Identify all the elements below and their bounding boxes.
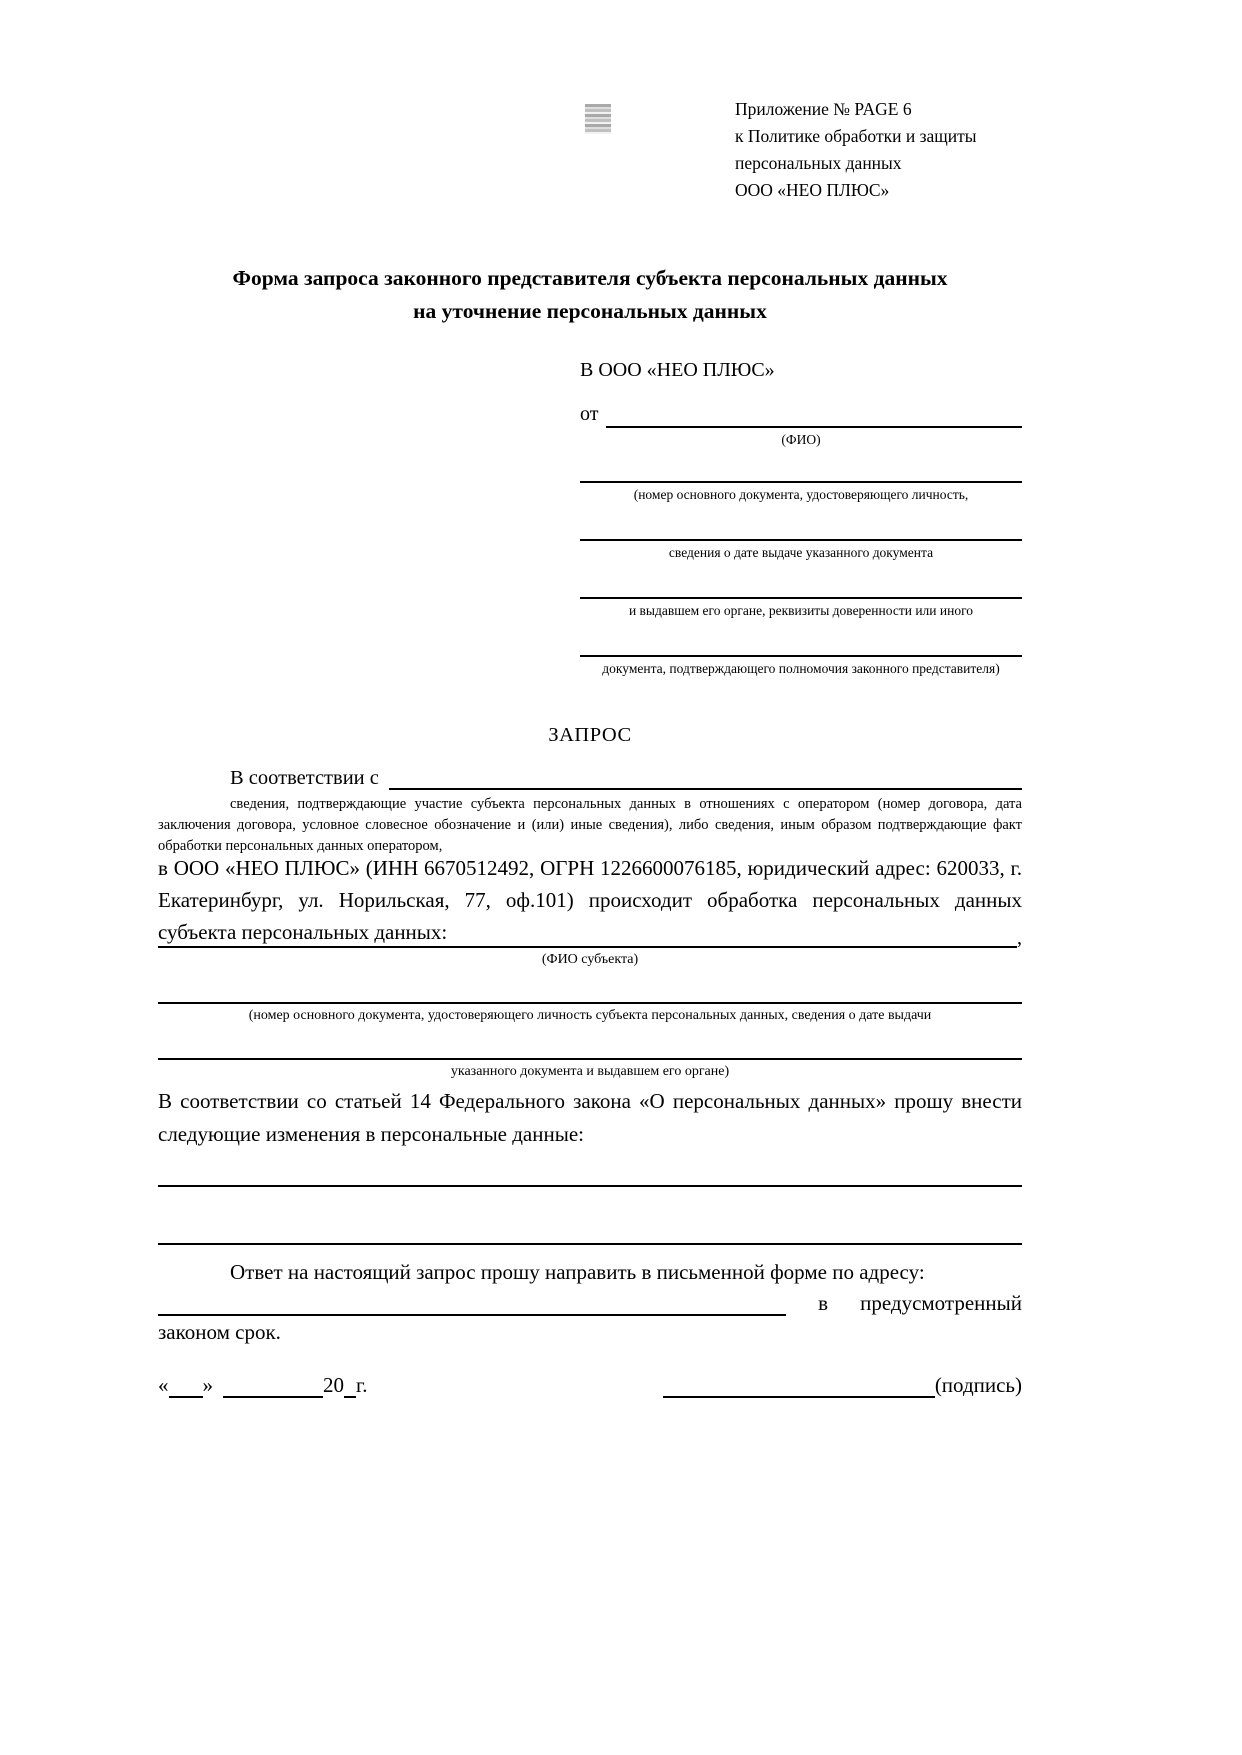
address-blank-line — [158, 1290, 786, 1316]
pixelated-lines-icon — [585, 104, 611, 134]
answer-right-word: предусмотренный — [860, 1291, 1022, 1315]
blank-field-line — [580, 539, 1022, 541]
from-blank-line — [606, 400, 1022, 428]
appendix-company-line: ООО «НЕО ПЛЮС» — [735, 180, 890, 200]
signature-field-group — [663, 1373, 1022, 1398]
date-quote-open: « — [158, 1373, 169, 1397]
subject-fio-blank-line — [158, 918, 1017, 948]
signature-row — [158, 1366, 1022, 1398]
field-caption-1: (номер основного документа, удостоверяющего личность, — [633, 487, 969, 502]
request-heading: ЗАПРОС — [548, 724, 632, 746]
intro-blank-line — [389, 762, 1022, 790]
fio-caption: (ФИО) — [781, 432, 821, 447]
subject-doc-caption-2: указанного документа и выдавшем его органе) — [450, 1064, 730, 1079]
page-title-line1: Форма запроса законного представителя субъекта персональных данных — [232, 266, 948, 290]
date-month-blank — [223, 1374, 323, 1398]
subject-line-suffix: , — [1017, 927, 1022, 949]
subject-doc-caption-1: (номер основного документа, удостоверяющего личность субъекта персональных данных, сведения о дате выдачи — [248, 1008, 932, 1023]
field-caption-2: сведения о дате выдаче указанного документа — [668, 545, 934, 560]
signature-caption: (подпись) — [934, 1373, 1022, 1397]
blank-field-line — [580, 481, 1022, 483]
answer-intro: Ответ на настоящий запрос прошу направить в письменной форме по адресу: — [230, 1260, 925, 1284]
answer-address-row — [158, 1288, 1022, 1316]
subject-fields-block — [158, 916, 1022, 1080]
date-year-prefix: 20 — [323, 1373, 344, 1397]
appendix-number-line: Приложение № PAGE 6 — [735, 99, 912, 119]
from-field-row — [580, 398, 1022, 428]
appendix-header — [735, 96, 1045, 204]
answer-mid-word: в — [818, 1291, 829, 1315]
intro-footnote: сведения, подтверждающие участие субъекта персональных данных в отношениях с оператором (номер договора, дата заключения договора, условное словесное обозначение и (или) иные сведения), либо сведения, иным образом подтверждающие факт обработки персональных данных оператором, — [158, 796, 1022, 854]
subject-fio-row — [158, 916, 1022, 948]
blank-field-line — [158, 1002, 1022, 1004]
amendment-paragraph: В соответствии со статьей 14 Федерального закона «О персональных данных» прошу внести следующие изменения в персональные данные: — [158, 1089, 1022, 1146]
date-year-suffix: г. — [356, 1373, 368, 1397]
page-title-line2: на уточнение персональных данных — [413, 299, 767, 323]
blank-field-line — [158, 1058, 1022, 1060]
page-title — [158, 262, 1022, 328]
appendix-policy-line2: персональных данных — [735, 153, 902, 173]
amendment-blank-line-1 — [158, 1185, 1022, 1187]
blank-field-line — [580, 597, 1022, 599]
appendix-policy-line: к Политике обработки и защиты — [735, 126, 977, 146]
date-year-blank — [344, 1374, 356, 1398]
field-caption-3: и выдавшем его органе, реквизиты доверенности или иного — [628, 603, 974, 618]
addressee-block — [580, 356, 1022, 677]
addressee-organization: В ООО «НЕО ПЛЮС» — [580, 359, 775, 381]
intro-label: В соответствии с — [230, 767, 379, 789]
answer-tail: законом срок. — [158, 1320, 281, 1344]
date-field-group — [158, 1373, 368, 1398]
subject-fio-caption: (ФИО субъекта) — [541, 952, 639, 967]
operator-paragraph: в ООО «НЕО ПЛЮС» (ИНН 6670512492, ОГРН 1226600076185, юридический адрес: 620033, г. Екатеринбург, ул. Норильская, 77, оф.101) происходит обработка персональных данных субъекта персональных данных: — [158, 856, 1022, 944]
amendment-blank-line-2 — [158, 1243, 1022, 1245]
intro-row — [158, 758, 1022, 790]
date-day-blank — [169, 1374, 203, 1398]
from-label: от — [580, 403, 599, 425]
blank-field-line — [580, 655, 1022, 657]
signature-blank-line — [663, 1374, 935, 1398]
field-caption-4: документа, подтверждающего полномочия законного представителя) — [602, 661, 1000, 676]
date-quote-close: » — [202, 1373, 213, 1397]
